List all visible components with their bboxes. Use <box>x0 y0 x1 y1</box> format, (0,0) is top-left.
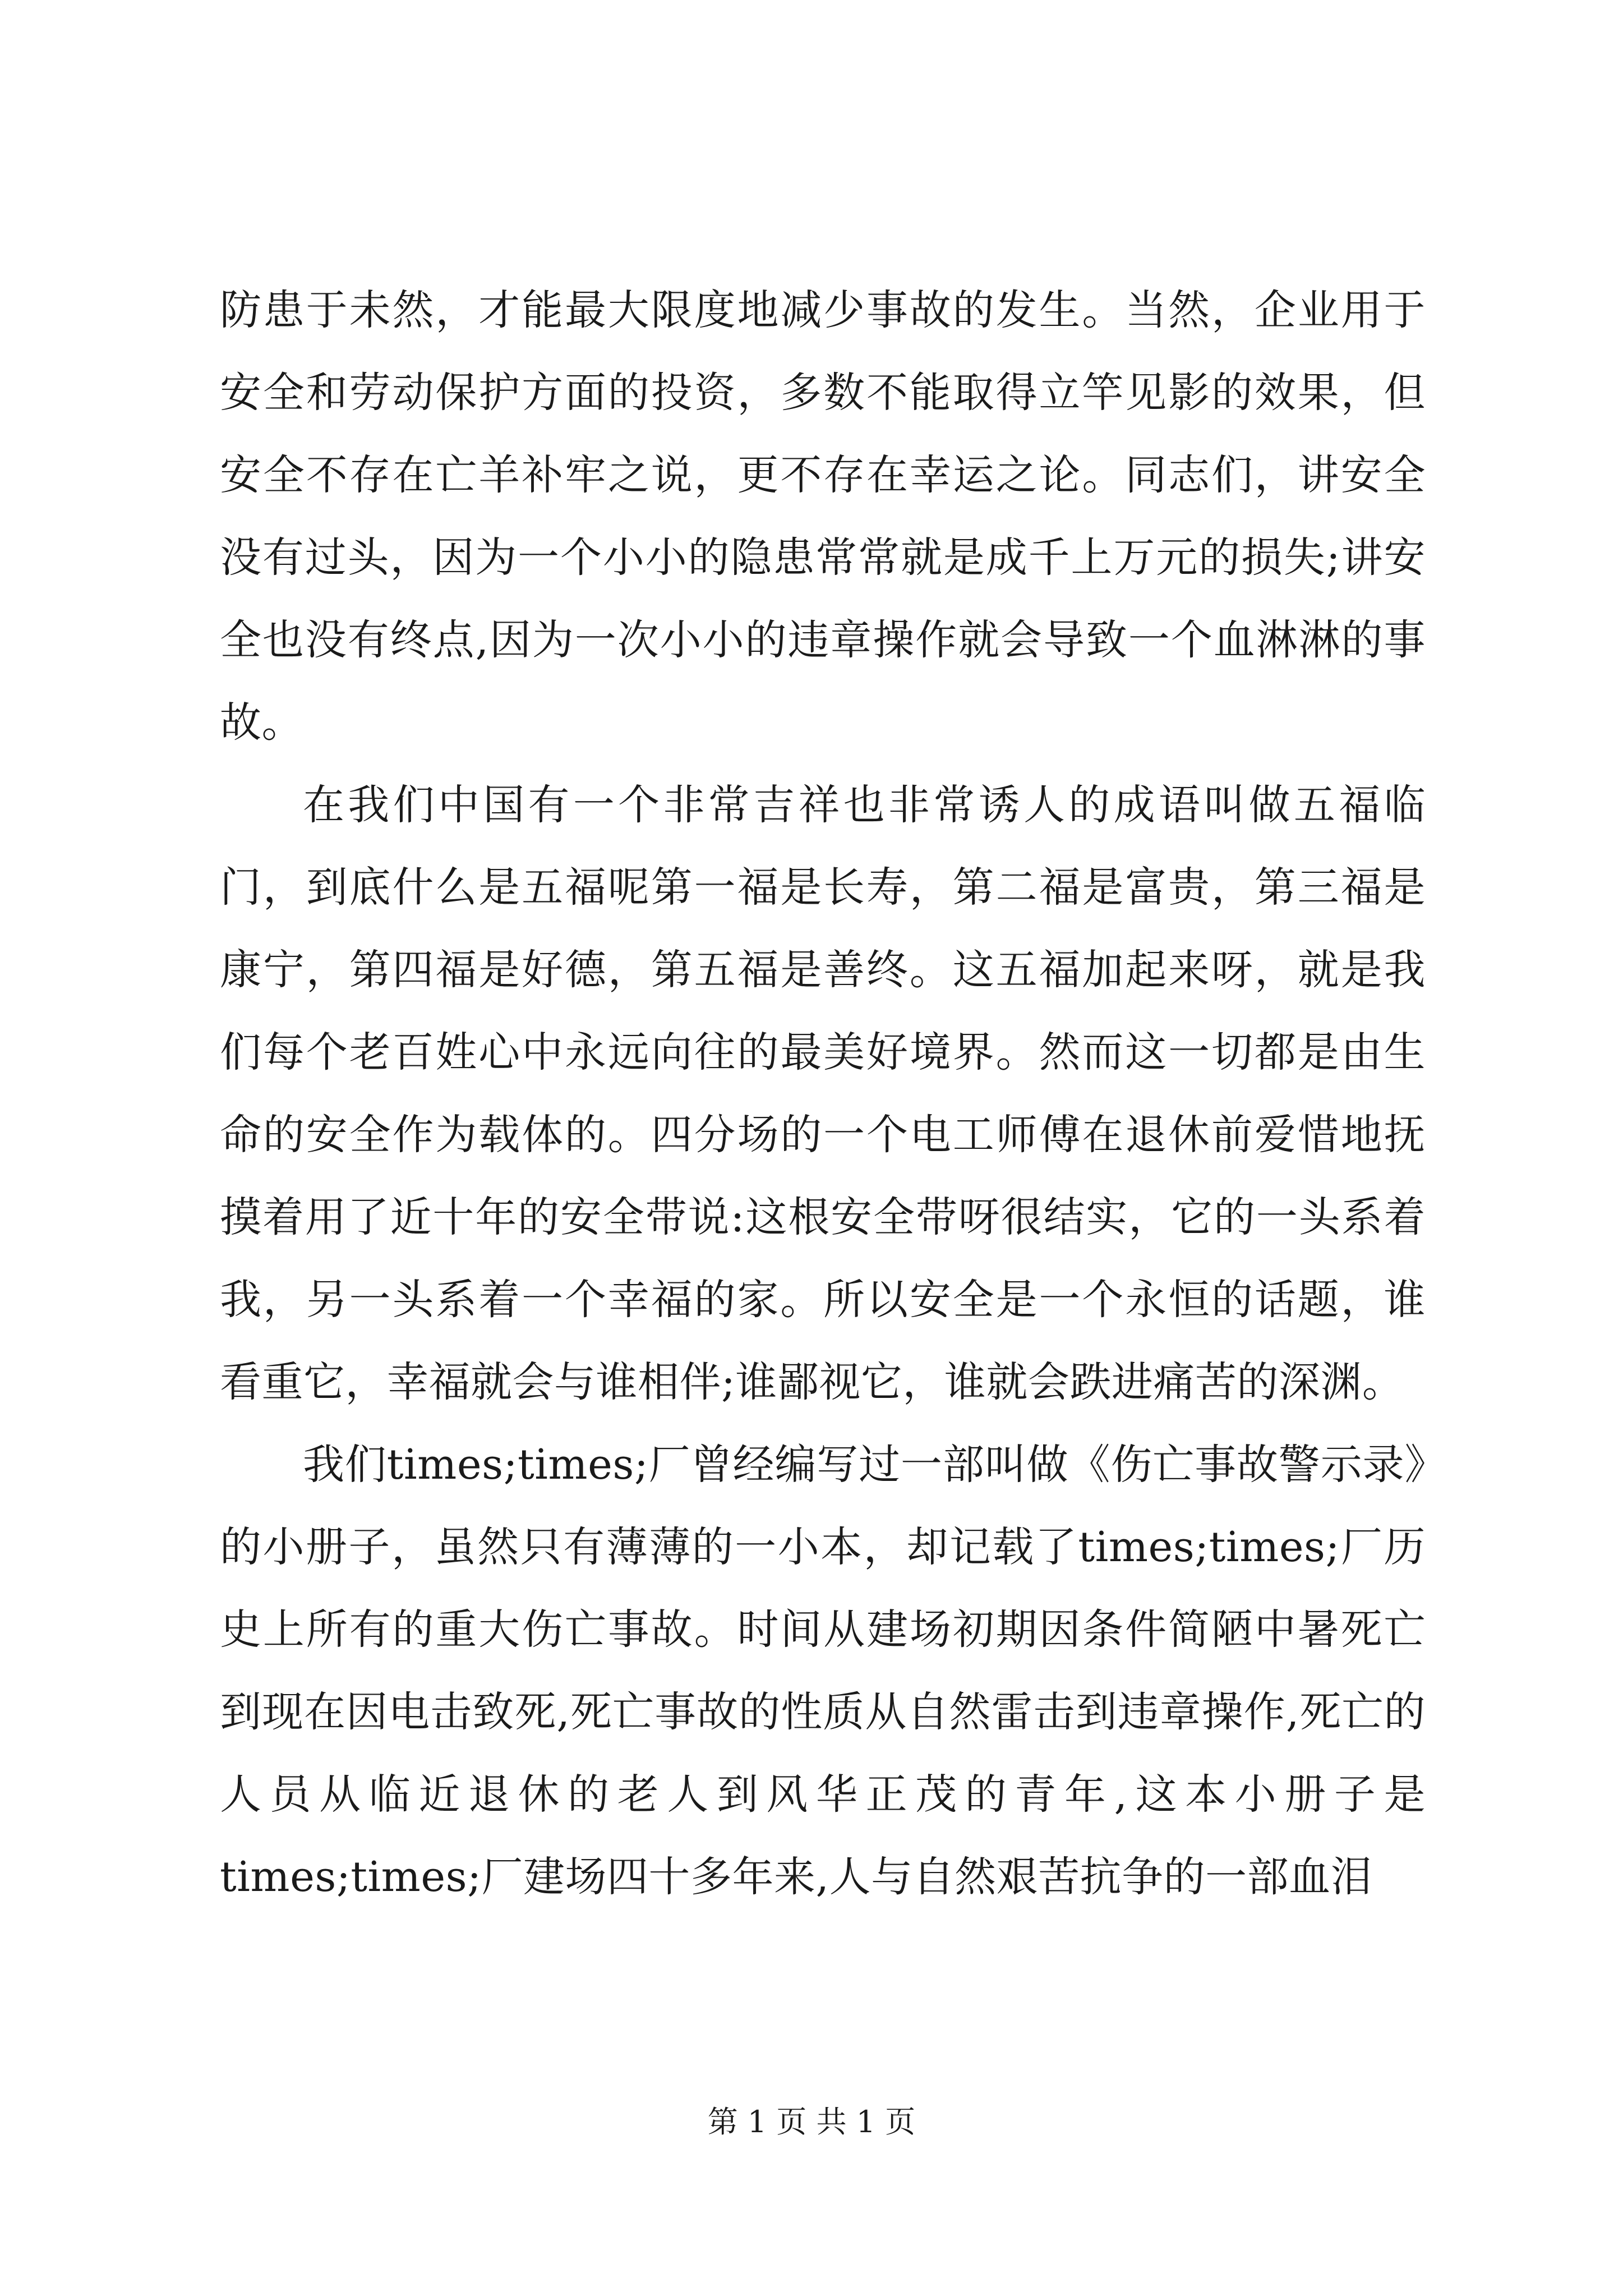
paragraph-1: 防患于未然，才能最大限度地减少事故的发生。当然，企业用于安全和劳动保护方面的投资，多数不能取得立竿见影的效果，但安全不存在亡羊补牢之说，更不存在幸运之论。同志们，讲安全没有过头，因为一个小小的隐患常常就是成千上万元的损失;讲安全也没有终点,因为一次小小的违章操作就会导致一个血淋淋的事故。 <box>220 286 1426 747</box>
document-body <box>220 269 1426 1918</box>
paragraph-3: 我们times;times;厂曾经编写过一部叫做《伤亡事故警示录》的小册子，虽然只有薄薄的一小本，却记载了times;times;厂历史上所有的重大伤亡事故。时间从建场初期因条件简陋中暑死亡到现在因电击致死,死亡事故的性质从自然雷击到违章操作,死亡的人员从临近退休的老人到风华正茂的青年,这本小册子是times;times;厂建场四十多年来,人与自然艰苦抗争的一部血泪 <box>220 1441 1426 1901</box>
paragraph-2: 在我们中国有一个非常吉祥也非常诱人的成语叫做五福临门，到底什么是五福呢第一福是长寿，第二福是富贵，第三福是康宁，第四福是好德，第五福是善终。这五福加起来呀，就是我们每个老百姓心中永远向往的最美好境界。然而这一切都是由生命的安全作为载体的。四分场的一个电工师傅在退休前爱惜地抚摸着用了近十年的安全带说:这根安全带呀很结实，它的一头系着我，另一头系着一个幸福的家。所以安全是一个永恒的话题，谁看重它，幸福就会与谁相伴;谁鄙视它，谁就会跌进痛苦的深渊。 <box>220 781 1426 1406</box>
page-footer: 第 1 页 共 1 页 <box>707 2104 916 2139</box>
